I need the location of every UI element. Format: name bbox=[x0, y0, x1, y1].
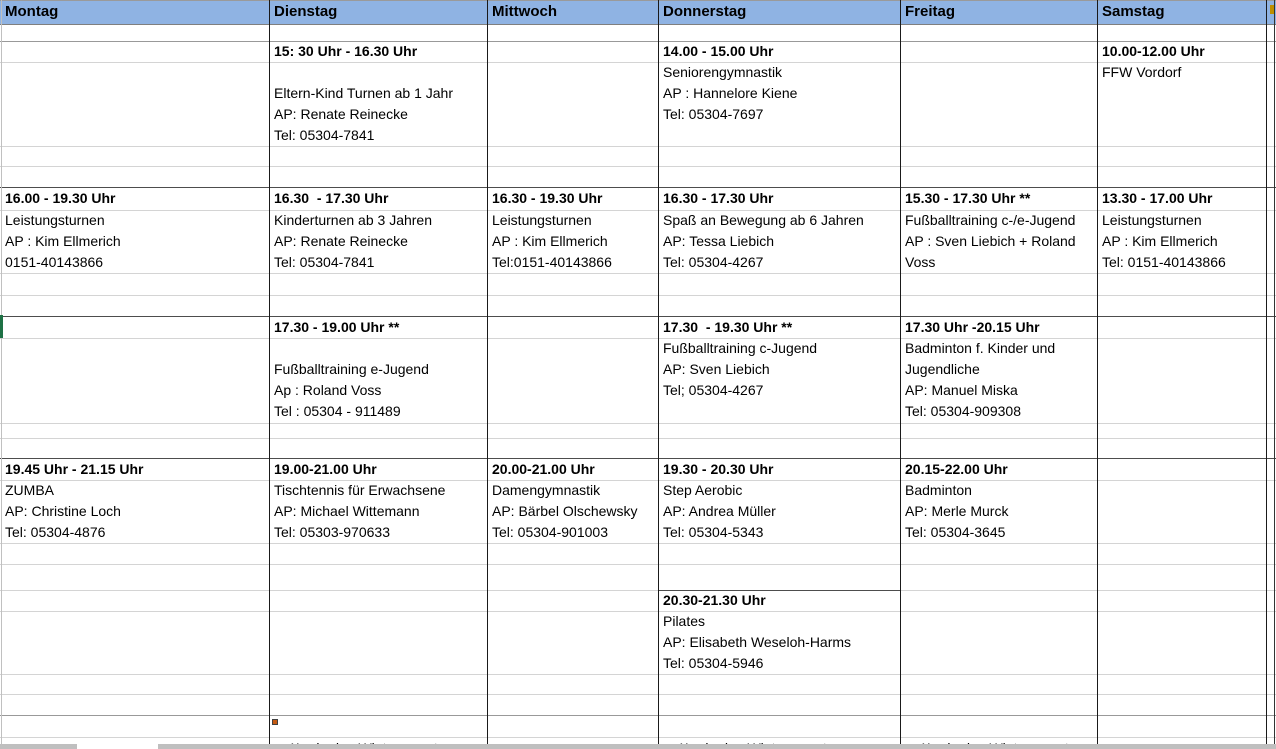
event-line[interactable]: Badminton bbox=[905, 482, 972, 498]
gridline bbox=[0, 564, 1276, 565]
event-line[interactable]: ZUMBA bbox=[5, 482, 54, 498]
event-time[interactable]: 20.00-21.00 Uhr bbox=[492, 461, 595, 477]
event-cell-donnerstag-pilates[interactable] bbox=[659, 590, 900, 674]
event-line[interactable]: Tel: 05304-4876 bbox=[5, 524, 106, 540]
event-line[interactable] bbox=[270, 62, 487, 83]
event-line[interactable]: AP: Elisabeth Weseloh-Harms bbox=[663, 634, 852, 650]
event-line[interactable]: AP: Tessa Liebich bbox=[663, 233, 775, 249]
event-time[interactable]: 19.00-21.00 Uhr bbox=[274, 461, 377, 477]
event-cell-dienstag-fussball-e-jugend[interactable] bbox=[270, 316, 487, 422]
event-line[interactable]: AP: Renate Reinecke bbox=[274, 106, 408, 122]
event-line[interactable]: Leistungsturnen bbox=[1102, 212, 1202, 228]
column-border bbox=[487, 0, 488, 744]
event-cell-freitag-badminton[interactable] bbox=[901, 458, 1097, 543]
event-line[interactable]: AP: Christine Loch bbox=[5, 503, 121, 519]
gridline bbox=[0, 295, 1276, 296]
event-line[interactable]: AP: Michael Wittemann bbox=[274, 503, 420, 519]
column-border bbox=[1274, 0, 1275, 744]
event-time[interactable]: 10.00-12.00 Uhr bbox=[1102, 43, 1205, 59]
event-cell-donnerstag-step-aerobic[interactable] bbox=[659, 458, 900, 543]
event-time[interactable]: 16.30 - 17.30 Uhr bbox=[274, 190, 389, 206]
gridline bbox=[0, 438, 1276, 439]
event-line[interactable]: Leistungsturnen bbox=[5, 212, 105, 228]
column-border bbox=[1266, 0, 1267, 744]
event-line[interactable]: Fußballtraining c-Jugend bbox=[663, 340, 818, 356]
event-line[interactable]: AP: Renate Reinecke bbox=[274, 233, 408, 249]
event-line[interactable]: AP: Merle Murck bbox=[905, 503, 1009, 519]
event-line[interactable]: Fußballtraining e-Jugend bbox=[274, 361, 429, 377]
event-line[interactable]: AP: Manuel Miska bbox=[905, 382, 1018, 398]
event-cell-donnerstag-spass-an-bewegung[interactable] bbox=[659, 187, 900, 273]
event-line[interactable]: Tel : 05304 - 911489 bbox=[274, 403, 401, 419]
event-time[interactable]: 16.30 - 19.30 Uhr bbox=[492, 190, 603, 206]
event-line[interactable]: AP: Bärbel Olschewsky bbox=[492, 503, 638, 519]
header-cell-freitag[interactable]: Freitag bbox=[901, 0, 1097, 24]
horizontal-scrollbar-strip[interactable] bbox=[158, 744, 1276, 749]
event-cell-samstag-leistungsturnen[interactable] bbox=[1098, 187, 1266, 273]
gridline bbox=[0, 62, 1276, 63]
event-cell-dienstag-kinderturnen[interactable] bbox=[270, 187, 487, 273]
event-line[interactable]: Badminton f. Kinder und bbox=[905, 340, 1056, 356]
event-line[interactable]: AP: Andrea Müller bbox=[663, 503, 776, 519]
event-line[interactable]: AP : Kim Ellmerich bbox=[492, 233, 608, 249]
event-line[interactable]: Tel: 05304-4267 bbox=[663, 254, 764, 270]
event-line[interactable]: AP : Kim Ellmerich bbox=[5, 233, 121, 249]
event-time[interactable]: 19.45 Uhr - 21.15 Uhr bbox=[5, 461, 144, 477]
event-line[interactable]: AP : Sven Liebich + Roland bbox=[905, 233, 1076, 249]
gridline bbox=[0, 694, 1276, 695]
event-line[interactable]: Tel: 05304-901003 bbox=[492, 524, 608, 540]
event-line[interactable]: Tel:0151-40143866 bbox=[492, 254, 612, 270]
header-cell-dienstag[interactable]: Dienstag bbox=[270, 0, 487, 24]
gridline bbox=[0, 166, 1276, 167]
event-line[interactable]: Spaß an Bewegung ab 6 Jahren bbox=[663, 212, 864, 228]
event-time[interactable]: 13.30 - 17.00 Uhr bbox=[1102, 190, 1213, 206]
object-anchor-marker bbox=[272, 719, 278, 725]
event-time[interactable]: 15.30 - 17.30 Uhr ** bbox=[905, 190, 1031, 206]
event-cell-donnerstag-seniorengymnastik[interactable] bbox=[659, 41, 900, 125]
event-line[interactable]: Tel: 05304-3645 bbox=[905, 524, 1006, 540]
event-line[interactable]: Tel: 05304-5343 bbox=[663, 524, 764, 540]
event-cell-dienstag-tischtennis[interactable] bbox=[270, 458, 487, 543]
gridline bbox=[0, 146, 1276, 147]
column-border bbox=[1, 0, 2, 744]
gridline bbox=[0, 543, 1276, 544]
event-line[interactable]: Tel; 05304-4267 bbox=[663, 382, 764, 398]
event-cell-donnerstag-fussball-c-jugend[interactable] bbox=[659, 316, 900, 401]
event-time[interactable]: 20.15-22.00 Uhr bbox=[905, 461, 1008, 477]
event-line[interactable] bbox=[270, 338, 487, 359]
event-line[interactable]: Voss bbox=[905, 254, 936, 270]
sheet-tab-strip-left[interactable] bbox=[0, 744, 77, 749]
gridline bbox=[0, 737, 1276, 738]
event-line[interactable]: Damengymnastik bbox=[492, 482, 601, 498]
event-line[interactable]: Tel: 05303-970633 bbox=[274, 524, 390, 540]
event-line[interactable]: Tel: 05304-5946 bbox=[663, 655, 764, 671]
event-line[interactable]: AP : Kim Ellmerich bbox=[1102, 233, 1218, 249]
event-line[interactable]: FFW Vordorf bbox=[1102, 64, 1182, 80]
gridline bbox=[0, 41, 1276, 42]
event-cell-montag-leistungsturnen[interactable] bbox=[1, 187, 268, 273]
event-line[interactable]: Leistungsturnen bbox=[492, 212, 592, 228]
event-time[interactable]: 20.30-21.30 Uhr bbox=[663, 592, 766, 608]
event-line[interactable]: AP : Hannelore Kiene bbox=[663, 85, 798, 101]
gridline bbox=[0, 0, 1276, 1]
event-cell-mittwoch-damengymnastik[interactable] bbox=[488, 458, 658, 543]
event-time[interactable]: 17.30 - 19.00 Uhr ** bbox=[274, 319, 400, 335]
gridline bbox=[0, 273, 1276, 274]
footnote-cell-dienstag[interactable] bbox=[270, 715, 487, 737]
event-line[interactable]: Fußballtraining c-/e-Jugend bbox=[905, 212, 1076, 228]
event-time[interactable]: 17.30 Uhr -20.15 Uhr bbox=[905, 319, 1040, 335]
event-line[interactable]: AP: Sven Liebich bbox=[663, 361, 770, 377]
event-line[interactable]: Eltern-Kind Turnen ab 1 Jahr bbox=[274, 85, 453, 101]
gridline bbox=[0, 590, 1276, 591]
column-border bbox=[1097, 0, 1098, 744]
event-line[interactable]: Tischtennis für Erwachsene bbox=[274, 482, 446, 498]
event-line[interactable]: Tel: 0151-40143866 bbox=[1102, 254, 1226, 270]
header-cell-samstag[interactable]: Samstag bbox=[1098, 0, 1266, 24]
event-line[interactable]: Kinderturnen ab 3 Jahren bbox=[274, 212, 432, 228]
header-cell-montag[interactable]: Montag bbox=[1, 0, 269, 24]
event-line[interactable]: Tel: 05304-7841 bbox=[274, 254, 375, 270]
event-cell-mittwoch-leistungsturnen[interactable] bbox=[488, 187, 658, 273]
event-cell-freitag-fussball-ce-jugend[interactable] bbox=[901, 187, 1097, 273]
event-line[interactable]: Tel: 05304-7841 bbox=[274, 127, 375, 143]
event-cell-montag-zumba[interactable] bbox=[1, 458, 268, 543]
event-cell-samstag-ffw-vordorf[interactable] bbox=[1098, 41, 1266, 83]
event-line[interactable]: Ap : Roland Voss bbox=[274, 382, 382, 398]
event-time[interactable]: 19.30 - 20.30 Uhr bbox=[663, 461, 774, 477]
event-time[interactable]: 16.30 - 17.30 Uhr bbox=[663, 190, 774, 206]
footnote-cell-donnerstag[interactable] bbox=[659, 715, 900, 737]
event-line[interactable]: Jugendliche bbox=[905, 361, 980, 377]
clipped-cell-marker bbox=[1270, 5, 1274, 14]
gridline bbox=[0, 423, 1276, 424]
footnote-cell-freitag[interactable] bbox=[901, 715, 1097, 737]
event-line[interactable]: Tel: 05304-909308 bbox=[905, 403, 1021, 419]
event-cell-dienstag-eltern-kind-turnen[interactable] bbox=[270, 41, 487, 146]
event-line[interactable]: Seniorengymnastik bbox=[663, 64, 783, 80]
event-time[interactable]: 15: 30 Uhr - 16.30 Uhr bbox=[274, 43, 418, 59]
active-cell-selection-indicator bbox=[0, 315, 3, 338]
header-cell-donnerstag[interactable]: Donnerstag bbox=[659, 0, 900, 24]
event-line[interactable]: Tel: 05304-7697 bbox=[663, 106, 764, 122]
header-cell-mittwoch[interactable]: Mittwoch bbox=[488, 0, 658, 24]
event-time[interactable]: 16.00 - 19.30 Uhr bbox=[5, 190, 116, 206]
event-cell-freitag-badminton-kinder[interactable] bbox=[901, 316, 1097, 422]
event-time[interactable]: 14.00 - 15.00 Uhr bbox=[663, 43, 774, 59]
event-line[interactable]: 0151-40143866 bbox=[5, 254, 104, 270]
gridline bbox=[0, 674, 1276, 675]
gridline bbox=[0, 611, 1276, 612]
event-line[interactable]: Step Aerobic bbox=[663, 482, 743, 498]
event-time[interactable]: 17.30 - 19.30 Uhr ** bbox=[663, 319, 793, 335]
event-line[interactable]: Pilates bbox=[663, 613, 706, 629]
